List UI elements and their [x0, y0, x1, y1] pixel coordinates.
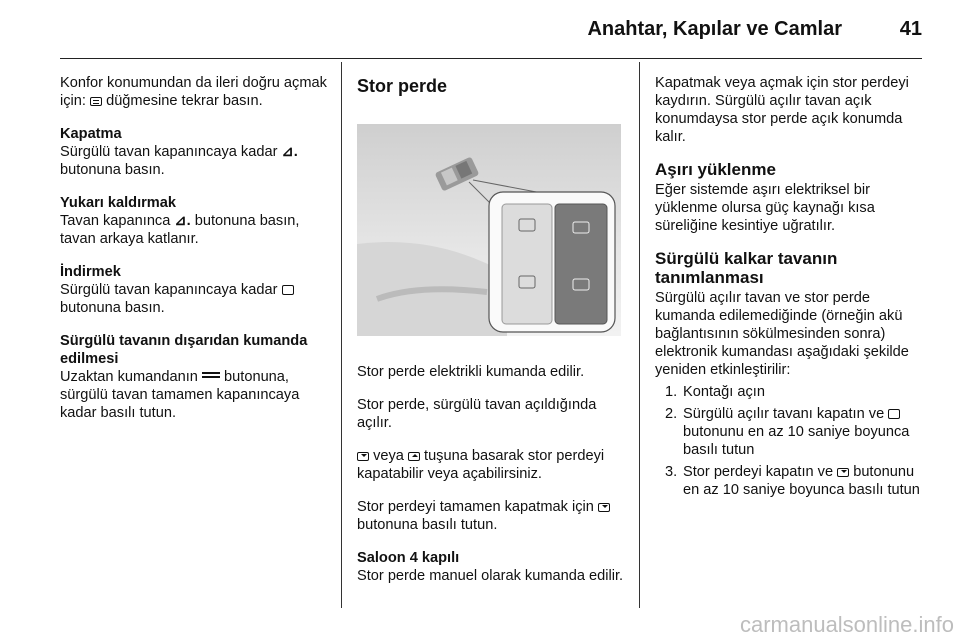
text: Uzaktan kumandanın [60, 369, 198, 385]
text: Sürgülü açılır tavanı kapatın ve [683, 406, 885, 422]
paragraph: Kapatmak veya açmak için stor perdeyi kaydırın. Sürgülü açılır tavan açık konumdaysa stor perde açık konumda kalır. [655, 75, 909, 145]
roof-close-icon [282, 285, 294, 295]
paragraph-comfort [60, 74, 330, 110]
text: Stor perde, sürgülü tavan açıldığında açılır. [357, 397, 597, 431]
column-3 [655, 74, 925, 503]
text: butonunu en az 10 saniye boyunca basılı tutun [683, 464, 920, 498]
text: Kontağı açın [683, 384, 765, 400]
text: tuşuna basarak stor perdeyi kapatabilir veya açabilirsiniz. [357, 448, 605, 482]
paragraph: Eğer sistemde aşırı elektriksel bir yüklenme olursa güç kaynağı kısa süreliğine kesintiye uğratılır. [655, 182, 875, 234]
sunblind-switch-illustration [357, 124, 621, 336]
column-1 [60, 74, 330, 437]
subheading-close: Kapatma [60, 126, 122, 142]
text: Tavan kapanınca [60, 213, 171, 229]
text: butonuna basın, tavan arkaya katlanır. [60, 213, 300, 247]
paragraph [357, 396, 627, 432]
text: Stor perde manuel olarak kumanda edilir. [357, 568, 624, 584]
text: Stor perdeyi kapatın ve [683, 464, 834, 480]
sunblind-close-icon [357, 452, 369, 461]
text: veya [373, 448, 404, 464]
column-divider-1 [341, 62, 342, 608]
text: butonuna basın. [60, 300, 165, 316]
paragraph: Sürgülü açılır tavan ve stor perde kumanda edilemediğinde (örneğin akü bağlantısının sökülmesinden sonra) elektronik kumandası aşağıdaki şekilde yeniden etkinleştirilir: [655, 290, 909, 378]
list-item [655, 405, 925, 459]
paragraph: Stor perde elektrikli kumanda edilir. [357, 364, 585, 380]
roof-tilt-icon: ⊿. [174, 213, 191, 229]
column-divider-2 [639, 62, 640, 608]
sunblind-open-icon [408, 452, 420, 461]
section-lift [60, 194, 330, 248]
section-saloon [357, 549, 627, 585]
remote-close-icon [202, 372, 220, 378]
text: Stor perdeyi tamamen kapatmak için [357, 499, 594, 515]
section-close [60, 125, 330, 179]
list-item [655, 463, 925, 499]
text: butonuna, sürgülü tavan tamamen kapanıncaya kadar basılı tutun. [60, 369, 300, 421]
step-number: 1. [665, 384, 678, 400]
sunblind-close-icon [837, 468, 849, 477]
text: Sürgülü tavan kapanıncaya kadar [60, 282, 278, 298]
text: Konfor konumundan da ileri doğru açmak için: [60, 75, 327, 109]
text: Sürgülü tavan kapanıncaya kadar [60, 144, 278, 160]
header-title: Anahtar, Kapılar ve Camlar [587, 18, 842, 40]
text: düğmesine tekrar basın. [106, 93, 263, 109]
heading-sunblind: Stor perde [357, 76, 448, 96]
text: butonunu en az 10 saniye boyunca basılı tutun [683, 424, 910, 458]
roof-open-icon [90, 97, 102, 106]
heading-overload: Aşırı yüklenme [655, 160, 776, 179]
header-divider [60, 58, 922, 59]
watermark: carmanualsonline.info [739, 612, 954, 637]
roof-close-icon [888, 409, 900, 419]
paragraph [357, 498, 627, 534]
step-number: 2. [665, 406, 678, 422]
page-number: 41 [899, 18, 922, 40]
subheading-saloon: Saloon 4 kapılı [357, 550, 460, 566]
page-header [0, 0, 960, 62]
steps-list [655, 383, 925, 499]
section-lower [60, 263, 330, 317]
heading-reset: Sürgülü kalkar tavanın tanımlanması [655, 249, 838, 287]
column-2 [357, 74, 627, 600]
text: butonuna basın. [60, 162, 165, 178]
list-item [655, 383, 925, 401]
text: butonuna basılı tutun. [357, 517, 498, 533]
roof-tilt-icon: ⊿. [281, 144, 298, 160]
subheading-lower: İndirmek [60, 264, 121, 280]
paragraph [357, 447, 627, 483]
step-number: 3. [665, 464, 678, 480]
subheading-remote: Sürgülü tavanın dışarıdan kumanda edilmesi [60, 333, 308, 367]
section-remote [60, 332, 330, 422]
sunblind-close-icon [598, 503, 610, 512]
subheading-lift: Yukarı kaldırmak [60, 195, 177, 211]
